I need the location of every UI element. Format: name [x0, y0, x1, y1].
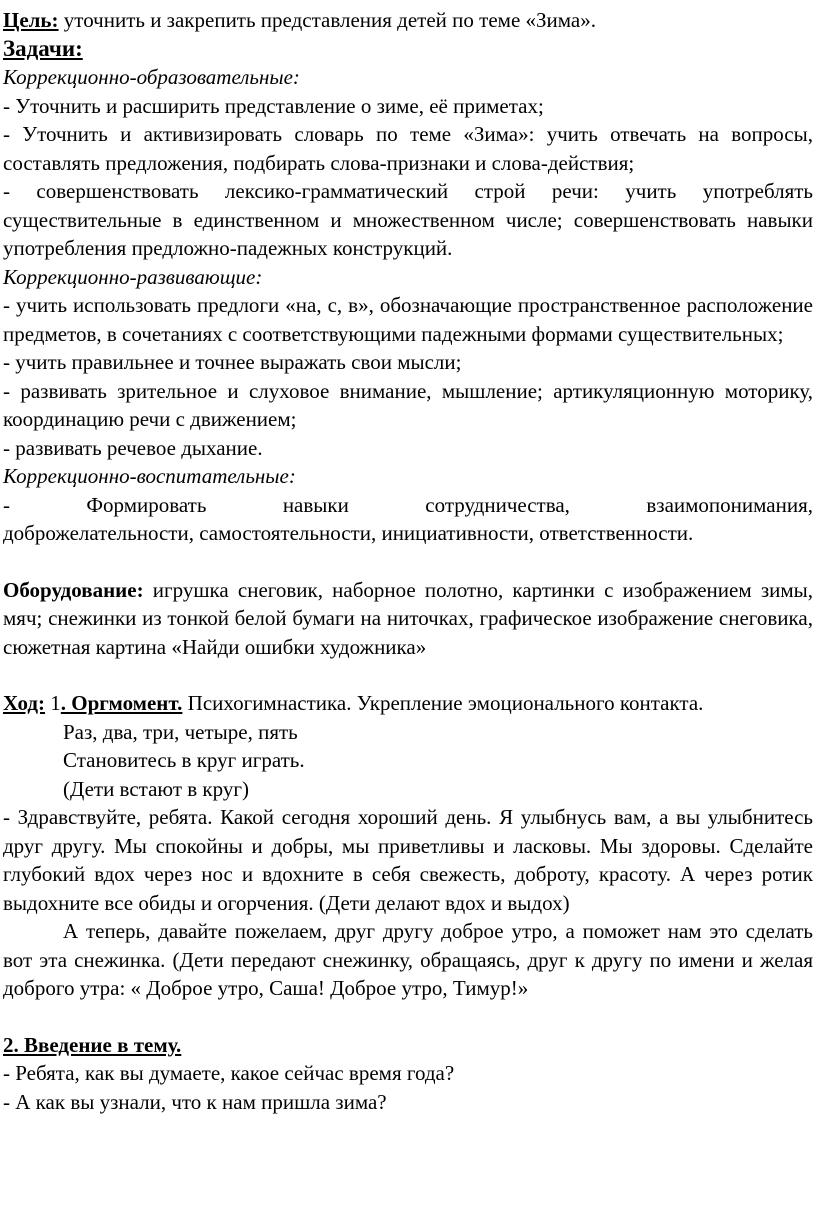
verse-line: Становитесь в круг играть. — [63, 748, 305, 772]
goal-line — [3, 6, 813, 35]
group-title-upbringing: Коррекционно-воспитательные: — [3, 464, 296, 488]
step-title: . Оргмомент. — [60, 691, 183, 715]
task-item: - Уточнить и расширить представление о зиме, её приметах; — [3, 93, 544, 118]
goal-text: уточнить и закрепить представления детей по теме «Зима». — [58, 8, 596, 32]
tasks-heading: Задачи: — [3, 35, 83, 61]
course-paragraph: - Здравствуйте, ребята. Какой сегодня хороший день. Я улыбнусь вам, а вы улыбнитесь друг другу. Мы спокойны и добры, мы приветливы и ласковы. Мы здоровы. Сделайте глубокий вдох через нос и вдохните в себя свежесть, доброту, красоту. А через ротик выдохните все обиды и огорчения. (Дети делают вдох и выдох) — [3, 805, 813, 915]
verse-line: Раз, два, три, четыре, пять — [63, 719, 298, 744]
intro-heading: 2. Введение в тему. — [3, 1032, 182, 1057]
course-label: Ход: — [3, 691, 46, 715]
group-title-developmental: Коррекционно-развивающие: — [3, 264, 263, 289]
intro-line: - Ребята, как вы думаете, какое сейчас время года? — [3, 1061, 455, 1085]
goal-label: Цель: — [3, 8, 59, 32]
task-item: - учить правильнее и точнее выражать свои мысли; — [3, 350, 462, 374]
task-item: - Формировать навыки сотрудничества, взаимопонимания, — [3, 492, 813, 517]
course-paragraph: А теперь, давайте пожелаем, друг другу доброе утро, а поможет нам это сделать вот эта снежинка. (Дети передают снежинку, обращаясь, друг к другу по имени и желая доброго утра: « Доброе утро, Саша! Доброе утро, Тимур!» — [3, 919, 813, 1000]
task-item: доброжелательности, самостоятельности, инициативности, ответственности. — [3, 521, 694, 545]
task-item: - совершенствовать лексико-грамматический строй речи: учить употреблять существительные в единственном и множественном числе; совершенствовать навыки употребления предложно-падежных конструкций. — [3, 179, 813, 260]
task-item: - учить использовать предлоги «на, с, в», обозначающие пространственное расположение предметов, в сочетаниях с соответствующими падежными формами существительных; — [3, 293, 813, 346]
equipment-paragraph — [3, 576, 813, 662]
step-text: Психогимнастика. Укрепление эмоционального контакта. — [182, 691, 704, 715]
task-item: - развивать зрительное и слуховое внимание, мышление; артикуляционную моторику, координацию речи с движением; — [3, 378, 813, 431]
intro-line: - А как вы узнали, что к нам пришла зима? — [3, 1089, 387, 1114]
verse-line: (Дети встают в круг) — [63, 776, 249, 801]
course-line — [3, 689, 813, 718]
group-title-educational: Коррекционно-образовательные: — [3, 65, 300, 89]
task-item: - Уточнить и активизировать словарь по теме «Зима»: учить отвечать на вопросы, составлять предложения, подбирать слова-признаки и слова-действия; — [3, 122, 813, 175]
step-number: 1 — [45, 691, 61, 715]
equipment-text: игрушка снеговик, наборное полотно, картинки с изображением зимы, мяч; снежинки из тонкой белой бумаги на ниточках, графическое изображение снеговика, сюжетная картина «Найди ошибки художника» — [3, 577, 813, 659]
task-item: - развивать речевое дыхание. — [3, 435, 263, 460]
equipment-label: Оборудование: — [3, 577, 144, 602]
